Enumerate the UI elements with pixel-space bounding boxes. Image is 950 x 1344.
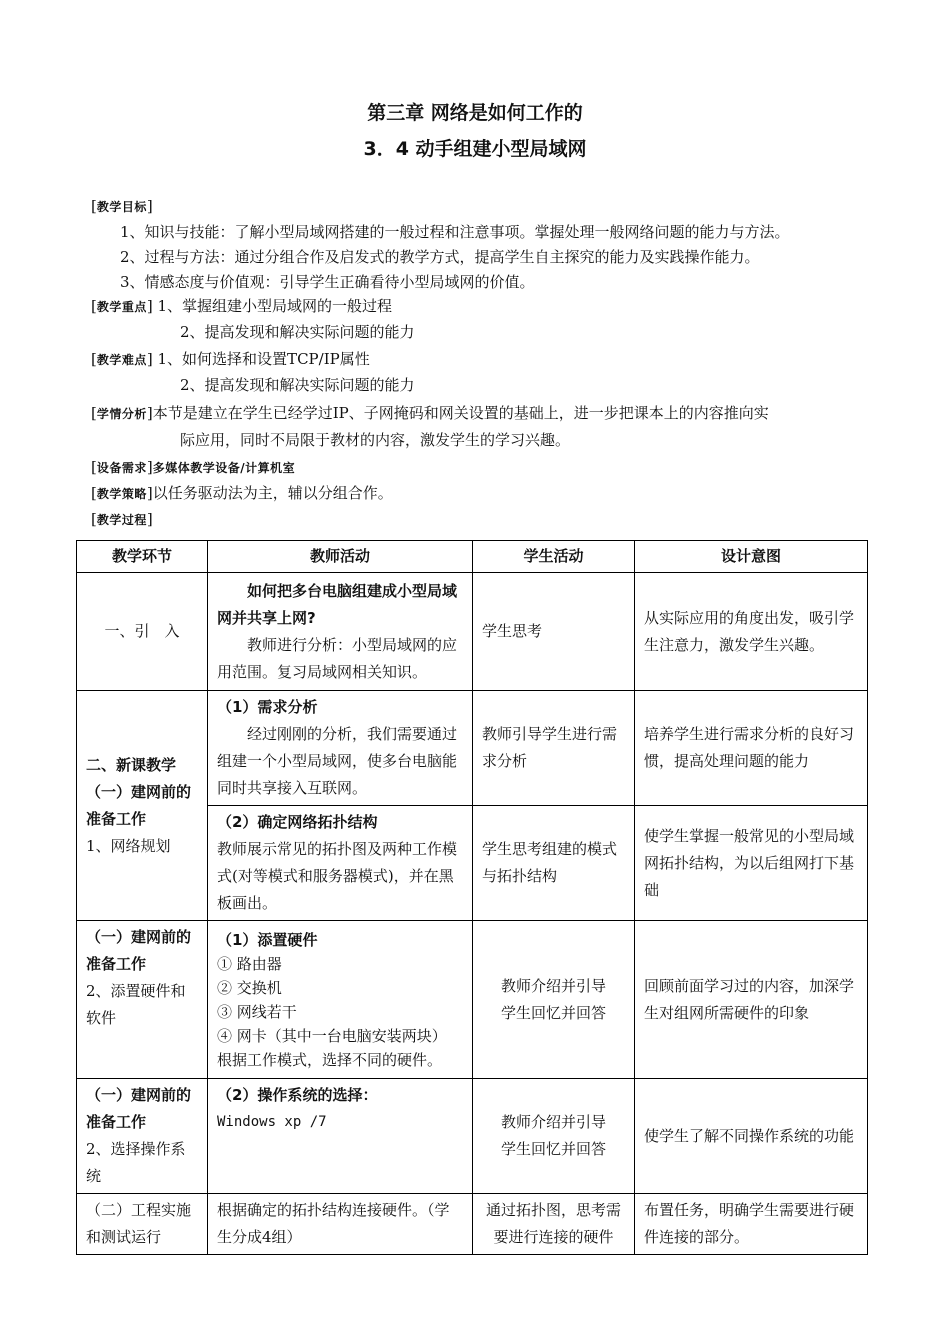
strategy-text: 以任务驱动法为主，辅以分组合作。 — [152, 484, 393, 502]
table-row — [77, 573, 868, 691]
table-row — [77, 1079, 868, 1194]
teacher-cell — [208, 573, 473, 691]
table-row — [77, 921, 868, 1079]
difficulty-item-2: 2、提高发现和解决实际问题的能力 — [180, 376, 415, 394]
student-cell: 学生思考 — [473, 573, 635, 691]
table-row — [77, 1194, 868, 1255]
stage-cell: 一、引 入 — [77, 573, 208, 691]
difficulties-line-1: [教学难点] 1、如何选择和设置TCP/IP属性 — [91, 350, 370, 368]
hardware-item: ② 交换机 — [217, 978, 282, 997]
teacher-task-title: （1）需求分析 — [217, 698, 318, 716]
objectives-heading: [教学目标] — [91, 197, 153, 215]
section-title: 3．4 动手组建小型局域网 — [363, 138, 587, 160]
objective-item-2: 2、过程与方法：通过分组合作及启发式的教学方式，提高学生自主探究的能力及实践操作能力。 — [120, 248, 760, 266]
stage-subtitle: 1、网络规划 — [86, 836, 171, 855]
header-stage: 教学环节 — [77, 541, 208, 573]
process-label: 教学过程 — [96, 513, 147, 527]
student-cell — [473, 921, 635, 1079]
intent-cell: 布置任务，明确学生需要进行硬件连接的部分。 — [635, 1194, 868, 1255]
objective-item-3: 3、情感态度与价值观：引导学生正确看待小型局域网的价值。 — [120, 273, 535, 291]
analysis-text-1: 本节是建立在学生已经学过IP、子网掩码和网关设置的基础上，进一步把课本上的内容推向实 — [152, 404, 769, 422]
objectives-label: 教学目标 — [96, 200, 147, 214]
analysis-label: 学情分析 — [96, 407, 147, 421]
stage-cell: （二）工程实施和测试运行 — [77, 1194, 208, 1255]
teacher-text: 根据工作模式，选择不同的硬件。 — [217, 1050, 443, 1069]
teacher-cell: 根据确定的拓扑结构连接硬件。（学生分成4组） — [208, 1194, 473, 1255]
header-teacher: 教师活动 — [208, 541, 473, 573]
intent-cell: 回顾前面学习过的内容，加深学生对组网所需硬件的印象 — [635, 921, 868, 1079]
student-line: 学生回忆并回答 — [500, 1003, 606, 1022]
table-row — [77, 691, 868, 806]
teacher-text: Windows xp /7 — [217, 1114, 327, 1130]
key-points-label: 教学重点 — [96, 300, 147, 314]
stage-cell — [77, 1079, 208, 1194]
student-cell: 学生思考组建的模式与拓扑结构 — [473, 806, 635, 921]
hardware-item: ① 路由器 — [217, 954, 282, 973]
student-cell: 通过拓扑图，思考需要进行连接的硬件 — [473, 1194, 635, 1255]
hardware-item: ④ 网卡（其中一台电脑安装两块） — [217, 1026, 447, 1045]
intent-cell: 使学生掌握一般常见的小型局域网拓扑结构，为以后组网打下基础 — [635, 806, 868, 921]
student-cell: 教师引导学生进行需求分析 — [473, 691, 635, 806]
intent-cell: 使学生了解不同操作系统的功能 — [635, 1079, 868, 1194]
equipment-text: 多媒体教学设备/计算机室 — [152, 461, 296, 475]
stage-title: （一）建网前的准备工作 — [86, 1086, 192, 1131]
student-line: 教师介绍并引导 — [500, 1113, 606, 1131]
chapter-title: 第三章 网络是如何工作的 — [367, 102, 583, 124]
teaching-process-table — [76, 540, 868, 1255]
teacher-cell — [208, 921, 473, 1079]
stage-cell — [77, 691, 208, 921]
stage-subtitle: 2、选择操作系统 — [86, 1140, 186, 1185]
stage-subtitle: 2、添置硬件和软件 — [86, 982, 186, 1027]
hardware-item: ③ 网线若干 — [217, 1002, 297, 1021]
student-line: 教师介绍并引导 — [500, 976, 606, 995]
analysis-line-1: [学情分析]本节是建立在学生已经学过IP、子网掩码和网关设置的基础上，进一步把课本上的内容推向实 — [91, 404, 769, 422]
key-point-item-1: 1、掌握组建小型局域网的一般过程 — [157, 297, 393, 315]
teacher-text: 教师展示常见的拓扑图及两种工作模式(对等模式和服务器模式)，并在黑板画出。 — [217, 840, 458, 912]
table-header-row — [77, 541, 868, 573]
teacher-cell — [208, 1079, 473, 1194]
intent-cell: 培养学生进行需求分析的良好习惯，提高处理问题的能力 — [635, 691, 868, 806]
process-heading: [教学过程] — [91, 510, 153, 528]
teacher-cell — [208, 691, 473, 806]
header-student: 学生活动 — [473, 541, 635, 573]
key-point-item-2: 2、提高发现和解决实际问题的能力 — [180, 323, 415, 341]
analysis-text-2: 际应用，同时不局限于教材的内容，激发学生的学习兴趣。 — [180, 431, 571, 449]
teacher-text: 教师进行分析：小型局域网的应用范围。复习局域网相关知识。 — [217, 635, 458, 681]
teacher-cell — [208, 806, 473, 921]
equipment-line: [设备需求]多媒体教学设备/计算机室 — [91, 458, 296, 476]
equipment-label: 设备需求 — [96, 461, 147, 475]
difficulties-label: 教学难点 — [96, 353, 147, 367]
student-cell — [473, 1079, 635, 1194]
teacher-task-title: （2）确定网络拓扑结构 — [217, 813, 378, 831]
teacher-text: 经过刚刚的分析，我们需要通过组建一个小型局域网，使多台电脑能同时共享接入互联网。 — [217, 725, 458, 797]
stage-cell — [77, 921, 208, 1079]
student-line: 学生回忆并回答 — [500, 1140, 606, 1158]
objective-item-1: 1、知识与技能：了解小型局域网搭建的一般过程和注意事项。掌握处理一般网络问题的能力与方法。 — [120, 223, 790, 241]
teacher-question: 如何把多台电脑组建成小型局域网并共享上网? — [217, 581, 458, 627]
stage-title: 二、新课教学（一）建网前的准备工作 — [86, 755, 192, 828]
header-intent: 设计意图 — [635, 541, 868, 573]
strategy-label: 教学策略 — [96, 487, 147, 501]
difficulty-item-1: 1、如何选择和设置TCP/IP属性 — [157, 350, 370, 368]
stage-title: （一）建网前的准备工作 — [86, 928, 192, 973]
strategy-line: [教学策略]以任务驱动法为主，辅以分组合作。 — [91, 484, 393, 502]
key-points-line-1: [教学重点] 1、掌握组建小型局域网的一般过程 — [91, 297, 393, 315]
intent-cell: 从实际应用的角度出发，吸引学生注意力，激发学生兴趣。 — [635, 573, 868, 691]
teacher-task-title: （1）添置硬件 — [217, 930, 318, 949]
teacher-task-title: （2）操作系统的选择： — [217, 1086, 378, 1104]
